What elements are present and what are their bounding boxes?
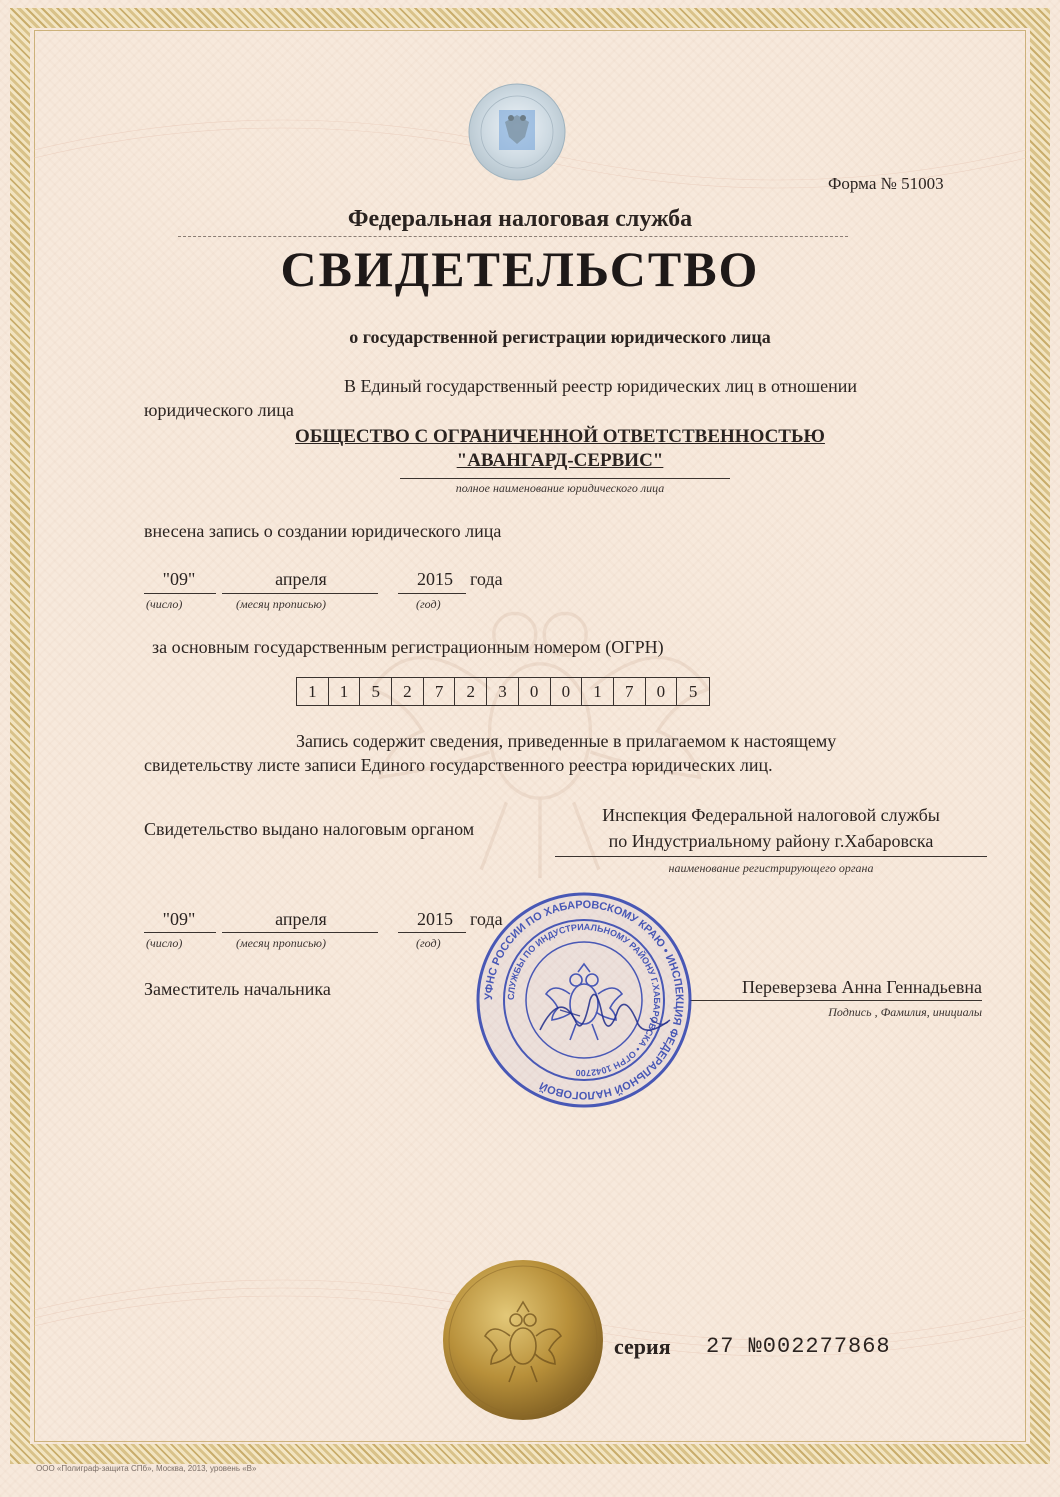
issue-month-caption: (месяц прописью)	[236, 936, 326, 950]
agency-underline	[178, 236, 848, 237]
record-line-1: Запись содержит сведения, приведенные в прилагаемом к настоящему	[296, 731, 837, 751]
document-subtitle: о государственной регистрации юридического лица	[349, 327, 771, 347]
issued-by-label: Свидетельство выдано налоговым органом	[144, 819, 475, 839]
ogrn-digit: 7	[424, 678, 456, 705]
issue-year-caption: (год)	[416, 936, 441, 950]
registration-month-line	[222, 593, 378, 594]
agency-name: Федеральная налоговая служба	[347, 206, 693, 232]
printer-footer: ООО «Полиграф-защита СПб», Москва, 2013, уровень «В»	[36, 1464, 257, 1473]
stamp-outer-text: УФНС РОССИИ ПО ХАБАРОВСКОМУ КРАЮ • ИНСПЕКЦИЯ ФЕДЕРАЛЬНОЙ НАЛОГОВОЙ	[482, 898, 686, 1102]
intro-line-2: юридического лица	[144, 400, 294, 420]
stamp-inner-text: СЛУЖБЫ ПО ИНДУСТРИАЛЬНОМУ РАЙОНУ Г.ХАБАРОВСКА • ОГРН 1042700	[505, 921, 663, 1079]
eagle-watermark	[330, 500, 750, 920]
issue-month: апреля	[275, 909, 327, 929]
hologram-emblem-icon	[457, 82, 577, 182]
registration-month-caption: (месяц прописью)	[236, 597, 326, 611]
gold-seal-emblem-icon	[441, 1258, 606, 1423]
issue-year-suffix: года	[470, 909, 503, 929]
registration-year: 2015	[417, 569, 453, 589]
authority-caption: наименование регистрирующего органа	[668, 861, 874, 875]
intro-line-1: В Единый государственный реестр юридических лиц в отношении	[344, 376, 858, 396]
signer-position: Заместитель начальника	[144, 979, 331, 999]
entry-text: внесена запись о создании юридического лица	[144, 521, 502, 541]
ogrn-digit: 1	[582, 678, 614, 705]
registration-year-suffix: года	[470, 569, 503, 589]
issue-year-line	[398, 932, 466, 933]
ogrn-digit: 0	[519, 678, 551, 705]
signer-underline	[690, 1000, 982, 1001]
serial-number: 27 №002277868	[706, 1334, 891, 1359]
registration-day: "09"	[162, 569, 196, 589]
issue-day-caption: (число)	[146, 936, 183, 950]
registration-month: апреля	[275, 569, 327, 589]
ogrn-digit: 2	[392, 678, 424, 705]
authority-underline	[555, 856, 987, 857]
ogrn-digit: 1	[297, 678, 329, 705]
serial-label: серия	[614, 1334, 671, 1359]
ogrn-digit: 0	[551, 678, 583, 705]
ogrn-digit: 3	[487, 678, 519, 705]
ogrn-number-boxes	[296, 677, 710, 706]
signature-scribble	[520, 980, 690, 1050]
issue-year: 2015	[417, 909, 453, 929]
authority-line-1: Инспекция Федеральной налоговой службы	[602, 805, 940, 825]
ogrn-label: за основным государственным регистрационным номером (ОГРН)	[152, 637, 664, 657]
organization-name-line-2: "АВАНГАРД-СЕРВИС"	[456, 450, 664, 471]
authority-line-2: по Индустриальному району г.Хабаровска	[608, 831, 934, 851]
ogrn-digit: 5	[688, 682, 698, 701]
ogrn-digit: 1	[329, 678, 361, 705]
issue-day: "09"	[162, 909, 196, 929]
organization-name-line-1: ОБЩЕСТВО С ОГРАНИЧЕННОЙ ОТВЕТСТВЕННОСТЬЮ	[295, 426, 825, 447]
ogrn-digit: 0	[646, 678, 678, 705]
registration-day-caption: (число)	[146, 597, 183, 611]
registration-year-caption: (год)	[416, 597, 441, 611]
issue-day-line	[144, 932, 216, 933]
org-name-underline	[400, 478, 730, 479]
ogrn-digit: 7	[614, 678, 646, 705]
signer-caption: Подпись , Фамилия, инициалы	[828, 1005, 982, 1019]
form-number: Форма № 51003	[828, 174, 944, 193]
registration-day-line	[144, 593, 216, 594]
ogrn-digit: 2	[455, 678, 487, 705]
organization-name-caption: полное наименование юридического лица	[455, 481, 665, 495]
issue-month-line	[222, 932, 378, 933]
signer-name: Переверзева Анна Геннадьевна	[742, 977, 982, 997]
ogrn-digit: 5	[360, 678, 392, 705]
record-line-2: свидетельству листе записи Единого государственного реестра юридических лиц.	[144, 755, 773, 775]
document-title: СВИДЕТЕЛЬСТВО	[280, 241, 760, 297]
registration-year-line	[398, 593, 466, 594]
